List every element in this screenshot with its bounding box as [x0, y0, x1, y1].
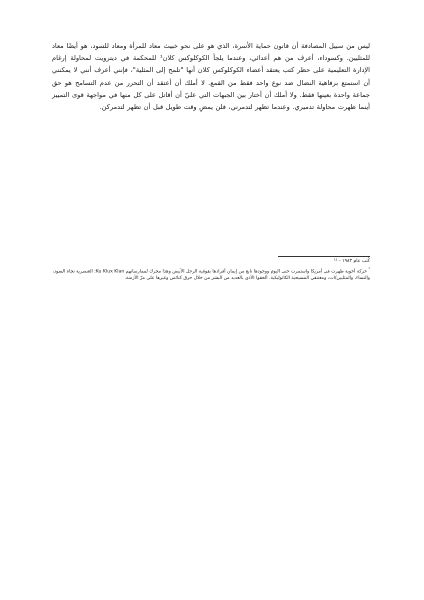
footnote-2 [52, 266, 370, 282]
main-paragraph: ليس من سبيل المصادفة أن قانون حماية الأسرة، الذي هو على نحو خبيث معاد للمرأة ومعاد للسود، هو أيضًا معاد للمثليين. وكسوداء، أعرف من هم أعدائي، وعندما يلجأ الكوكلوكس كلان¹ للمحكمة في ديترويت لمحاولة إرغام الإدارة التعليمية على حظر كتب يعتقد أعضاء الكوكلوكس كلان أنها "تلمح إلى المثلية"، فإنني أعرف أنني لا يمكنني أن استمتع برفاهية النضال ضد نوع واحد فقط من القمع. لا أملك أن أعتقد أن التحرر من عدم التسامح هو حق جماعة واحدة بعينها فقط. ولا أملك أن أختار بين الجبهات التي عليّ أن أقاتل على كل منها في مواجهة قوى التمييز أينما ظهرت محاولة تدميري. وعندما تظهر لتدمرني، فلن يمضِ وقت طويل قبل أن تظهر لتدمركن. [52, 42, 370, 112]
footnote-divider [278, 256, 370, 257]
body-text [52, 40, 370, 113]
footnotes [52, 259, 370, 283]
footnote-2-text: حركة أخوية ظهرت في أمريكا واستمرت حتى اليوم ووجودها نابع من إيمان أفرادها بفوقية الرجل الأبيض وهذا محرك لممارساتهم Ku Klux Klan: العنصرية تجاه السود، والنساء، والمثليين/ات، ومعتنقي المسيحية الكاثوليكية. ألحقوا الأذى بالعديد من البشر من خلال حرق كنائس وغيرها على مرّ الأزمنة. [52, 269, 370, 282]
footnote-2-mark: ¹ [368, 266, 370, 272]
footnote-1: كُتب عام ١٩٨٣ - ¹¹ [333, 259, 370, 264]
